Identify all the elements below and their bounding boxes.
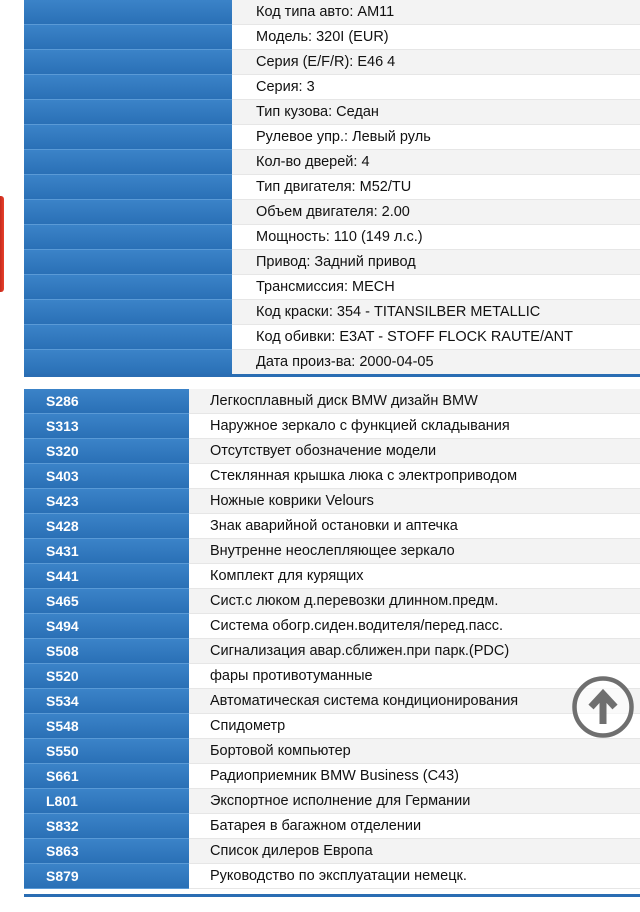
spec-value: Привод: Задний привод [232,250,640,275]
option-description: Легкосплавный диск BMW дизайн BMW [189,389,640,414]
option-description: Руководство по эксплуатации немецк. [189,864,640,889]
option-code: S494 [24,614,189,639]
option-row [24,464,640,489]
spec-row [24,75,640,100]
option-row [24,864,640,889]
option-row [24,414,640,439]
option-description: Отсутствует обозначение модели [189,439,640,464]
option-code: S534 [24,689,189,714]
option-description: Батарея в багажном отделении [189,814,640,839]
spec-row [24,100,640,125]
option-row [24,564,640,589]
options-divider [24,894,640,897]
option-row [24,814,640,839]
option-description: Экспортное исполнение для Германии [189,789,640,814]
spec-value: Кол-во дверей: 4 [232,150,640,175]
option-row [24,639,640,664]
spec-row-label-cell [24,225,232,250]
option-code: S508 [24,639,189,664]
spec-row [24,175,640,200]
spec-row [24,200,640,225]
option-description: фары противотуманные [189,664,640,689]
option-description: Внутренне неослепляющее зеркало [189,539,640,564]
option-description: Бортовой компьютер [189,739,640,764]
spec-row-label-cell [24,325,232,350]
option-code: S286 [24,389,189,414]
option-code: S550 [24,739,189,764]
option-description: Система обогр.сиден.водителя/перед.пасс. [189,614,640,639]
option-description: Сист.с люком д.перевозки длинном.предм. [189,589,640,614]
option-row [24,439,640,464]
option-code: L801 [24,789,189,814]
option-description: Список дилеров Европа [189,839,640,864]
option-row [24,789,640,814]
option-row [24,389,640,414]
option-row [24,664,640,689]
spec-row [24,150,640,175]
option-description: Ножные коврики Velours [189,489,640,514]
spec-value: Мощность: 110 (149 л.с.) [232,225,640,250]
spec-row-label-cell [24,125,232,150]
spec-row [24,25,640,50]
spec-row-label-cell [24,75,232,100]
option-description: Автоматическая система кондиционирования [189,689,640,714]
spec-row [24,300,640,325]
option-code: S403 [24,464,189,489]
spec-value: Объем двигателя: 2.00 [232,200,640,225]
scroll-to-top-button[interactable] [572,676,634,738]
side-edge-tab[interactable] [0,196,4,292]
option-code: S661 [24,764,189,789]
option-row [24,689,640,714]
option-code: S465 [24,589,189,614]
spec-row-label-cell [24,200,232,225]
option-code: S423 [24,489,189,514]
option-row [24,764,640,789]
spec-row [24,125,640,150]
spec-value: Модель: 320I (EUR) [232,25,640,50]
option-row [24,739,640,764]
spec-value: Трансмиссия: MECH [232,275,640,300]
spec-row-label-cell [24,25,232,50]
spec-row [24,0,640,25]
option-row [24,539,640,564]
option-description: Стеклянная крышка люка с электроприводом [189,464,640,489]
specs-divider [24,374,640,377]
option-code: S832 [24,814,189,839]
option-code: S320 [24,439,189,464]
option-description: Сигнализация авар.сближен.при парк.(PDC) [189,639,640,664]
spec-value: Серия: 3 [232,75,640,100]
option-code: S441 [24,564,189,589]
spec-row-label-cell [24,0,232,25]
option-row [24,489,640,514]
option-row [24,714,640,739]
spec-value: Код обивки: E3AT - STOFF FLOCK RAUTE/ANT [232,325,640,350]
option-row [24,589,640,614]
spec-value: Дата произ-ва: 2000-04-05 [232,350,640,375]
arrow-up-circle-icon [572,676,634,738]
spec-row-label-cell [24,300,232,325]
spec-value: Код краски: 354 - TITANSILBER METALLIC [232,300,640,325]
option-code: S520 [24,664,189,689]
spec-value: Рулевое упр.: Левый руль [232,125,640,150]
spec-row [24,250,640,275]
spec-value: Код типа авто: AM11 [232,0,640,25]
vehicle-specs-table [24,0,640,376]
option-row [24,514,640,539]
spec-row-label-cell [24,350,232,375]
option-code: S313 [24,414,189,439]
option-code: S428 [24,514,189,539]
option-description: Радиоприемник BMW Business (C43) [189,764,640,789]
option-code: S548 [24,714,189,739]
spec-row [24,225,640,250]
spec-row-label-cell [24,275,232,300]
spec-value: Тип двигателя: M52/TU [232,175,640,200]
option-code: S863 [24,839,189,864]
spec-row-label-cell [24,150,232,175]
spec-row-label-cell [24,250,232,275]
option-description: Наружное зеркало с функцией складывания [189,414,640,439]
spec-row-label-cell [24,175,232,200]
option-description: Спидометр [189,714,640,739]
option-code: S431 [24,539,189,564]
spec-value: Серия (E/F/R): E46 4 [232,50,640,75]
option-row [24,839,640,864]
option-row [24,614,640,639]
spec-row [24,50,640,75]
spec-row [24,325,640,350]
option-description: Комплект для курящих [189,564,640,589]
option-description: Знак аварийной остановки и аптечка [189,514,640,539]
spec-value: Тип кузова: Седан [232,100,640,125]
spec-row [24,275,640,300]
spec-row [24,350,640,375]
option-code: S879 [24,864,189,889]
spec-row-label-cell [24,50,232,75]
spec-row-label-cell [24,100,232,125]
